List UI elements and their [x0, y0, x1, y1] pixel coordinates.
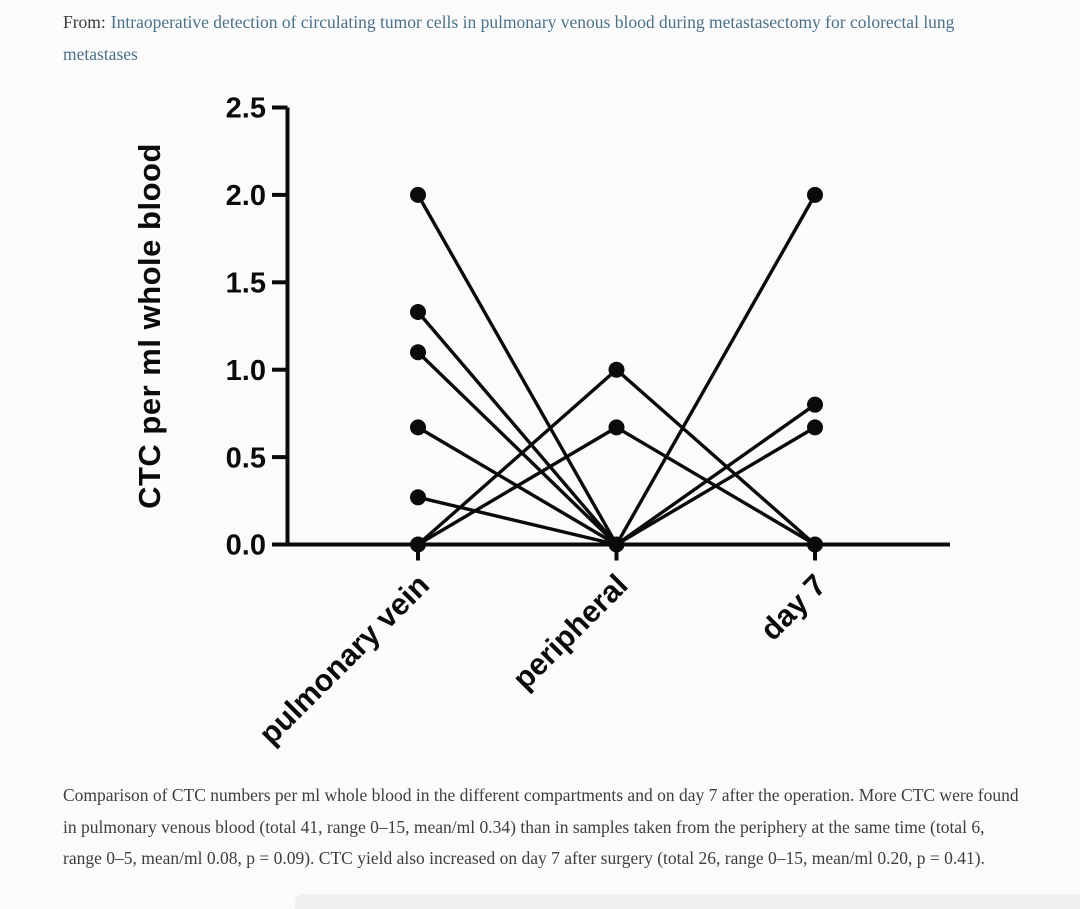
connector-line	[418, 195, 617, 545]
connector-line	[617, 195, 816, 545]
data-point	[410, 537, 426, 553]
y-tick-label: 2.0	[225, 180, 266, 213]
data-point	[410, 419, 426, 435]
bottom-panel-edge	[295, 894, 1080, 909]
data-point	[807, 187, 823, 203]
x-category-label: day 7	[753, 567, 833, 648]
connector-line	[418, 352, 617, 544]
data-point	[807, 397, 823, 413]
data-point	[609, 419, 625, 435]
connector-line	[418, 312, 617, 544]
y-axis-title: CTC per ml whole blood	[132, 143, 167, 509]
y-tick-label: 2.5	[225, 92, 266, 125]
connector-line	[418, 497, 617, 544]
x-category-label: pulmonary vein	[252, 567, 436, 752]
data-point	[609, 537, 625, 553]
data-point	[410, 344, 426, 360]
figure-caption: Comparison of CTC numbers per ml whole blood in the different compartments and on day 7 after the operation. More CTC were found in pulmonary venous blood (total 41, range 0–15, mean/ml 0.34) than in samples taken from the periphery at the same time (total 6, range 0–5, mean/ml 0.08, p = 0.09). CTC yield also increased on day 7 after surgery (total 26, range 0–15, mean/ml 0.20, p = 0.41).	[63, 785, 1019, 868]
data-point	[410, 489, 426, 505]
y-tick-label: 1.0	[225, 354, 266, 387]
figure-source-header	[63, 6, 1023, 70]
connector-line	[418, 370, 617, 545]
data-point	[410, 304, 426, 320]
data-point	[807, 419, 823, 435]
connector-line	[617, 405, 816, 545]
article-title-link[interactable]: Intraoperative detection of circulating tumor cells in pulmonary venous blood during metastasectomy for colorectal lung metastases	[63, 12, 955, 64]
data-point	[807, 537, 823, 553]
data-point	[609, 362, 625, 378]
y-tick-label: 0.0	[225, 529, 266, 562]
ctc-chart	[100, 85, 980, 785]
y-tick-label: 1.5	[225, 267, 266, 300]
y-tick-label: 0.5	[225, 442, 266, 475]
from-label: From:	[63, 12, 106, 32]
data-point	[410, 187, 426, 203]
x-category-label: peripheral	[506, 567, 635, 697]
connector-line	[617, 370, 816, 545]
